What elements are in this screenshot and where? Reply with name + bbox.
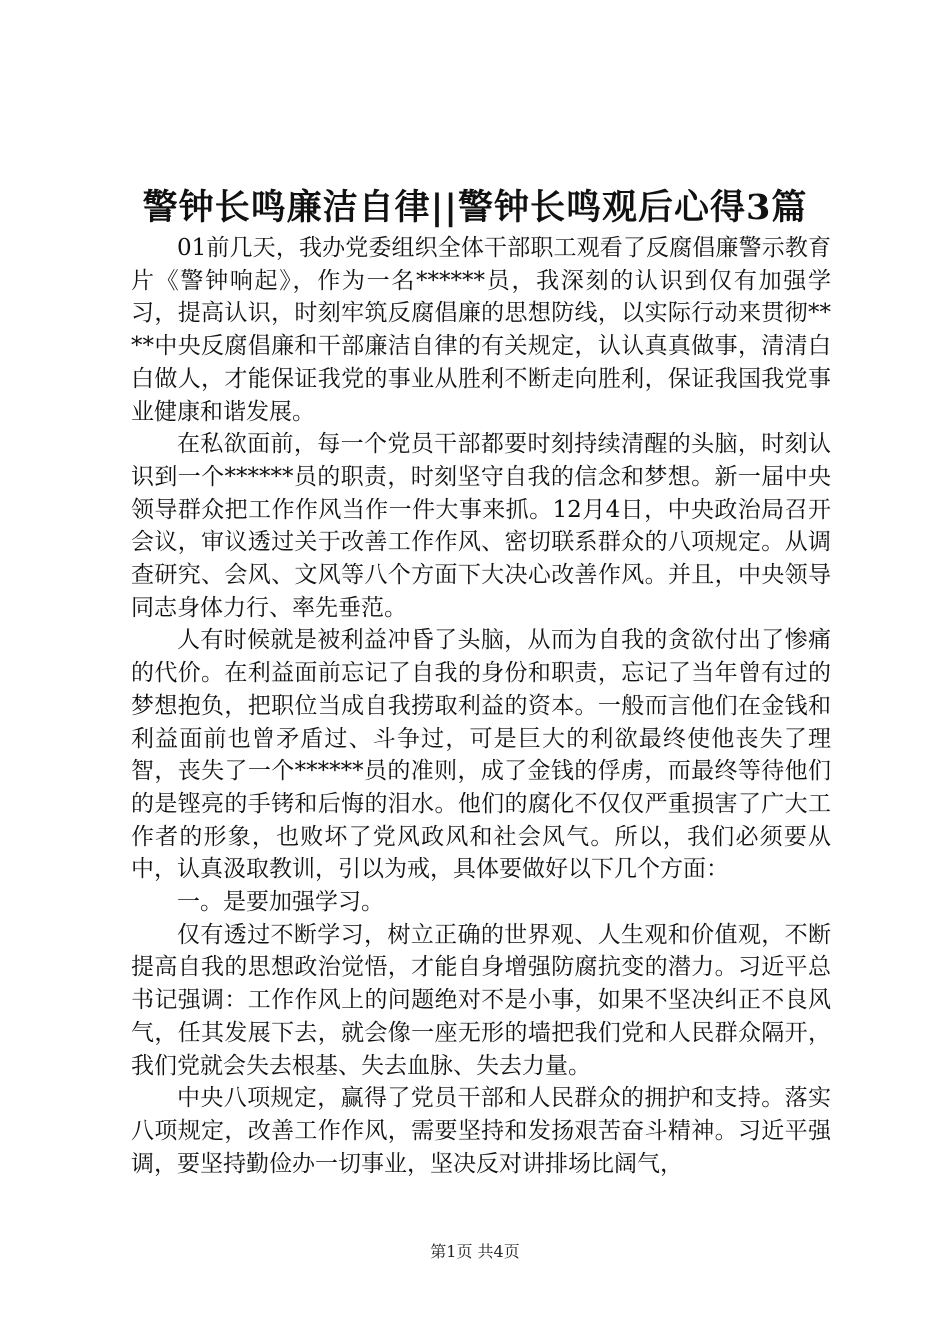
paragraph-5: 仅有透过不断学习，树立正确的世界观、人生观和价值观，不断提高自我的思想政治觉悟，才能自身增强防腐抗变的潜力。习近平总书记强调：工作作风上的问题绝对不是小事，如果不坚决纠正不良风气，任其发展下去，就会像一座无形的墙把我们党和人民群众隔开，我们党就会失去根基、失去血脉、失去力量。 <box>131 921 831 1079</box>
document-body <box>131 232 831 1180</box>
paragraph-2: 在私欲面前，每一个党员干部都要时刻持续清醒的头脑，时刻认识到一个******员的职责，时刻坚守自我的信念和梦想。新一届中央领导群众把工作作风当作一件大事来抓。12月4日，中央政治局召开会议，审议透过关于改善工作作风、密切联系群众的八项规定。从调查研究、会风、文风等八个方面下大决心改善作风。并且，中央领导同志身体力行、率先垂范。 <box>131 431 831 621</box>
page-number-footer: 第1页 共4页 <box>430 1242 520 1261</box>
paragraph-1: 01前几天，我办党委组织全体干部职工观看了反腐倡廉警示教育片《警钟响起》，作为一名******员，我深刻的认识到仅有加强学习，提高认识，时刻牢筑反腐倡廉的思想防线，以实际行动来贯彻****中央反腐倡廉和干部廉洁自律的有关规定，认认真真做事，清清白白做人，才能保证我党的事业从胜利不断走向胜利，保证我国我党事业健康和谐发展。 <box>131 235 831 425</box>
paragraph-4-heading: 一。是要加强学习。 <box>177 889 384 916</box>
paragraph-3: 人有时候就是被利益冲昏了头脑，从而为自我的贪欲付出了惨痛的代价。在利益面前忘记了自我的身份和职责，忘记了当年曾有过的梦想抱负，把职位当成自我捞取利益的资本。一般而言他们在金钱和利益面前也曾矛盾过、斗争过，可是巨大的利欲最终使他丧失了理智，丧失了一个******员的准则，成了金钱的俘虏，而最终等待他们的是铿亮的手铐和后悔的泪水。他们的腐化不仅仅严重损害了广大工作者的形象，也败坏了党风政风和社会风气。所以，我们必须要从中，认真汲取教训，引以为戒，具体要做好以下几个方面： <box>131 627 831 883</box>
document-title: 警钟长鸣廉洁自律||警钟长鸣观后心得3篇 <box>142 187 808 228</box>
paragraph-6: 中央八项规定，赢得了党员干部和人民群众的拥护和支持。落实八项规定，改善工作作风，需要坚持和发扬艰苦奋斗精神。习近平强调，要坚持勤俭办一切事业，坚决反对讲排场比阔气， <box>131 1085 831 1177</box>
